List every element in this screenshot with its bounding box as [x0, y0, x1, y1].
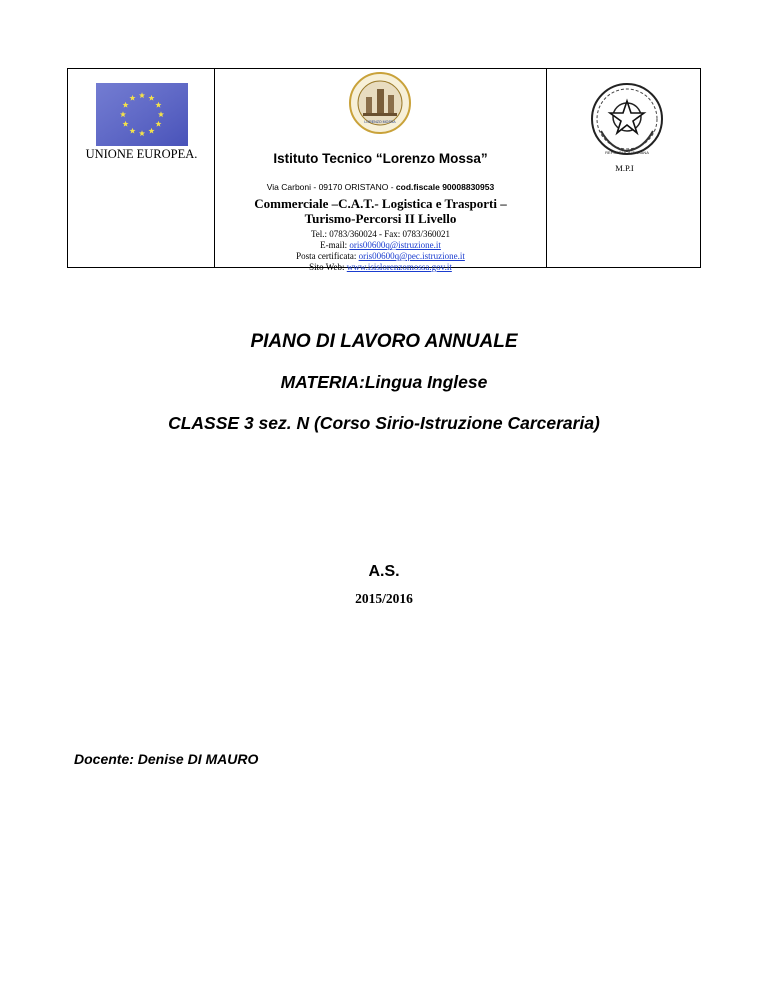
website-link[interactable]: www.isislorenzomossa.gov.it — [346, 262, 452, 272]
svg-text:REPUBBLICA ITALIANA: REPUBBLICA ITALIANA — [605, 150, 649, 155]
letterhead-left-cell — [68, 69, 215, 267]
courses-line-1: Commerciale –C.A.T.- Logistica e Trasporti – — [254, 196, 507, 211]
school-year: 2015/2016 — [355, 591, 413, 606]
school-name: Istituto Tecnico “Lorenzo Mossa” — [273, 151, 488, 166]
eu-label: UNIONE EUROPEA. — [85, 147, 198, 161]
tel-fax: Tel.: 0783/360024 - Fax: 0783/360021 — [310, 229, 451, 239]
email-label: E-mail: — [320, 240, 350, 250]
website-row — [215, 262, 546, 273]
subject-line: MATERIA:Lingua Inglese — [280, 372, 488, 392]
pec-link[interactable]: oris00600q@pec.istruzione.it — [358, 251, 465, 261]
pec-row — [215, 251, 546, 262]
contact-block — [215, 229, 546, 273]
school-logo-icon — [347, 71, 413, 135]
letterhead-right-cell — [546, 69, 701, 267]
letterhead-center-cell — [215, 69, 546, 272]
pec-label: Posta certificata: — [296, 251, 359, 261]
class-line: CLASSE 3 sez. N (Corso Sirio-Istruzione Carceraria) — [168, 413, 600, 433]
address-text: Via Carboni - 09170 ORISTANO - — [266, 182, 396, 192]
website-label: Sito Web: — [309, 262, 347, 272]
eu-flag-icon — [96, 83, 188, 146]
school-year-label: A.S. — [368, 563, 400, 580]
email-link[interactable]: oris00600q@istruzione.it — [349, 240, 441, 250]
teacher-name: Docente: Denise DI MAURO — [74, 751, 259, 767]
email-row — [215, 240, 546, 251]
mpi-label: M.P.I — [615, 163, 634, 173]
courses-offered — [225, 196, 536, 226]
fiscal-code: cod.fiscale 90008830953 — [395, 182, 495, 192]
letterhead-table — [67, 68, 701, 272]
italian-republic-emblem-icon — [589, 81, 665, 157]
svg-text:LORENZO MOSSA: LORENZO MOSSA — [364, 120, 396, 124]
document-title: PIANO DI LAVORO ANNUALE — [250, 331, 518, 352]
courses-line-2: Turismo-Percorsi II Livello — [304, 211, 457, 226]
address-line — [215, 182, 546, 192]
